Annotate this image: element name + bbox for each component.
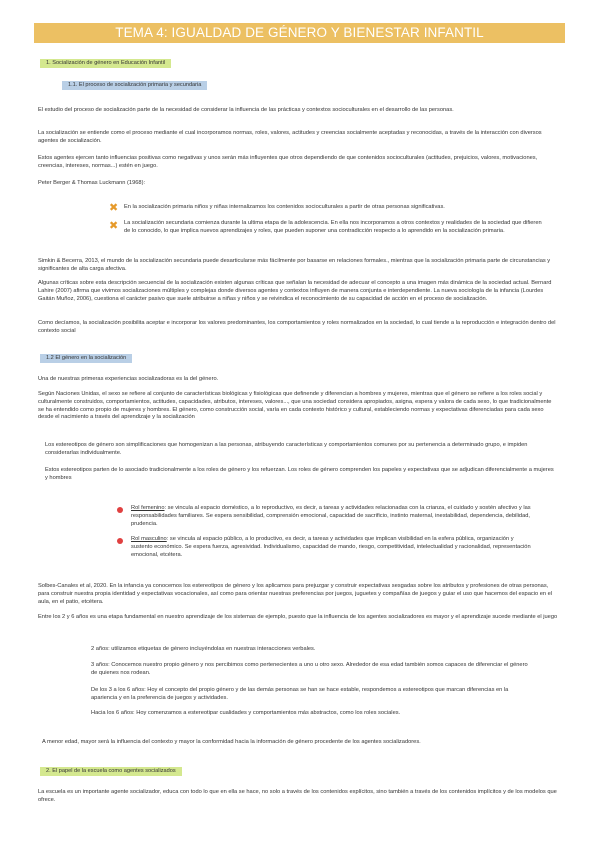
- star-bullet-icon: ✖: [109, 202, 119, 214]
- paragraph-1: El estudio del proceso de socialización parte de la necesidad de considerar la influencia de las prácticas y contextos socioculturales en el desarrollo de las personas.: [38, 107, 454, 113]
- paragraph-4: Peter Berger & Thomas Luckmann (1968):: [38, 180, 146, 186]
- subsection-heading-1-1: 1.1. El proceso de socialización primaria y secundaria: [62, 81, 207, 90]
- age-3-6: De los 3 a los 6 años: Hoy el concepto del propio género y de las demás personas se han se hace estable, respondemos a estereotipos que marcan diferencias en la apariencia y en la preferencia de juegos y actividades.: [91, 687, 509, 701]
- paragraph-6: Algunas críticas sobre esta descripción secuencial de la socialización existen algunas críticas que señalan la necesidad de adecuar el concepto a una imagen más dinámica de la sociedad actual. Bernard Lahire (2007) afirma que vivimos socializaciones múltiples y complejas donde diversos agentes y contextos influyen de manera conjunta e interdependiente. La nueva sociología de la infancia (Lourdes Gaitán Muñoz, 2006), cuestiona el carácter pasivo que suele atribuirse a niñas y niños y se reivindica el reconocimiento de su capacidad de acción en el proceso de socialización.: [38, 280, 552, 302]
- section-heading-2: 2. El papel de la escuela como agentes socializados: [40, 767, 182, 776]
- rol-masculino-text: : se vincula al espacio público, a lo productivo, es decir, a tareas y actividades que implican visibilidad en la esfera pública, organización y sustento económico. Se espera fuerza, agresividad. Individualismo, capacidad de mando, riesgo, competitividad, intelectualidad y racionalidad, representación emocional, etcétera.: [131, 536, 531, 558]
- paragraph-12: Solbes-Canales et al, 2020. En la infancia ya conocemos los estereotipos de género y los aplicamos para prejuzgar y construir expectativas sesgadas sobre los atributos y profesiones de otras personas, para construir nuestra propia identidad y expectativas vocacionales, así como para orientar nuestras preferencias por juegos, juguetes y compañías de juegos y guiar el uso que hacemos del espacio en el aula, en el patio, etcétera.: [38, 583, 553, 605]
- bullet-primaria: En la socialización primaria niños y niñas internalizamos los contenidos socioculturales a partir de otras personas significativas.: [124, 204, 445, 210]
- paragraph-10: Los estereotipos de género son simplificaciones que homogenizan a las personas, atribuyendo características y comportamientos comunes por su pertenencia a determinado grupo, e impiden considerarlas individualmente.: [45, 442, 528, 456]
- paragraph-14: A menor edad, mayor será la influencia del contexto y mayor la conformidad hacia la información de género procedente de los agentes socializadores.: [42, 739, 421, 745]
- red-dot-icon: [117, 538, 123, 544]
- paragraph-3: Estos agentes ejercen tanto influencias positivas como negativas y unos serán más influyentes que otros dependiendo de que contenidos socioculturales (actitudes, prejuicios, valores, motivaciones, creencias, intereses, normas...) estén en juego.: [38, 155, 538, 169]
- paragraph-9: Según Naciones Unidas, el sexo se refiere al conjunto de características biológicas y fisiológicas que definende y diferencian a hombres y mujeres, mientras que el género se refiere a los roles social y culturalmente construidos, comportamientos, actitudes, capacidades, atributos, intereses, valores..., que una sociedad considera apropiados, asigna, espera y valora de cada sexo, lo que tradicionalmente se ha entendido como propio de mujeres y hombres. El género, como construcción social, varía en cada contexto histórico y cultural, estableciendo normas y expectativas diferenciadas para cada sexo desde el nacimiento a través del aprendizaje y la socialización: [38, 391, 552, 421]
- rol-femenino: [131, 505, 531, 528]
- age-2: 2 años: utilizamos etiquetas de género incluyéndolas en nuestras interacciones verbales.: [91, 646, 316, 652]
- paragraph-13: Entre los 2 y 6 años es una etapa fundamental en nuestro aprendizaje de los sistemas de ejemplo, puesto que la influencia de los agentes socializadores es mayor y el aprendizaje sucede mediante el juego: [38, 614, 558, 620]
- star-bullet-icon: ✖: [109, 220, 119, 232]
- age-3: 3 años: Conocemos nuestro propio género y nos percibimos como pertenecientes a uno u otro sexo. Alrededor de esa edad también somos capaces de diferenciar el género de quienes nos rodean.: [91, 662, 528, 676]
- rol-femenino-label: Rol femenino: [131, 505, 165, 511]
- rol-masculino-label: Rol masculino: [131, 536, 167, 542]
- bullet-secundaria: La socialización secundaria comienza durante la ultima etapa de la adolescencia. En ella nos incorporamos a otros contextos y realidades de la sociedad que difieren de lo conocido, lo que implica nuevos aprendizajes y roles, que pueden suponer una contradicción respecto a lo aprendido en la socialización primaria.: [124, 220, 542, 234]
- rol-masculino: [131, 536, 531, 559]
- paragraph-2: La socialización se entiende como el proceso mediante el cual incorporamos normas, roles, valores, actitudes y creencias socialmente aceptadas y reconocidas, a través de la interacción con diversos agentes de socialización.: [38, 130, 542, 144]
- paragraph-5: Simkin & Becerra, 2013, el mundo de la socialización secundaria puede desarticularse más fácilmente por basarse en relaciones formales., mientras que la socialización primaria parte de circunstancias y significantes de alta carga afectiva.: [38, 258, 551, 272]
- section-heading-1: 1. Socialización de género en Educación Infantil: [40, 59, 171, 68]
- paragraph-15: La escuela es un importante agente socializador, educa con todo lo que en ella se hace, no solo a través de los contenidos explícitos, sino también a través de los contenidos implícitos y de los modelos que ofrece.: [38, 789, 557, 803]
- red-dot-icon: [117, 507, 123, 513]
- paragraph-11: Estos estereotipos parten de lo asociado tradicionalmente a los roles de género y los refuerzan. Los roles de género comprenden los papeles y expectativas que se adjudican diferencialmente a mujeres y hombres: [45, 467, 554, 481]
- paragraph-8: Una de nuestras primeras experiencias socializadoras es la del género.: [38, 376, 219, 382]
- subsection-heading-1-2: 1.2 El género en la socialización: [40, 354, 132, 363]
- age-6: Hacia los 6 años: Hoy comenzamos a estereotipar cualidades y comportamientos más abstractos, como los roles sociales.: [91, 710, 401, 716]
- rol-femenino-text: : se vincula al espacio doméstico, a lo reproductivo, es decir, a tareas y actividades relacionadas con la crianza, el cuidado y sostén afectivo y las responsabilidades familiares. Se espera sensibilidad, comprensión emocional, capacidad de sacrificio, instinto maternal, inestabilidad, dependencia, debilidad, prudencia.: [131, 505, 531, 527]
- paragraph-7: Como decíamos, la socialización posibilita aceptar e incorporar los valores predominantes, los comportamientos y roles normalizados en la sociedad, lo cual tiende a la reproducción e integración dentro del contexto social: [38, 320, 556, 334]
- page-title: TEMA 4: IGUALDAD DE GÉNERO Y BIENESTAR INFANTIL: [34, 23, 565, 43]
